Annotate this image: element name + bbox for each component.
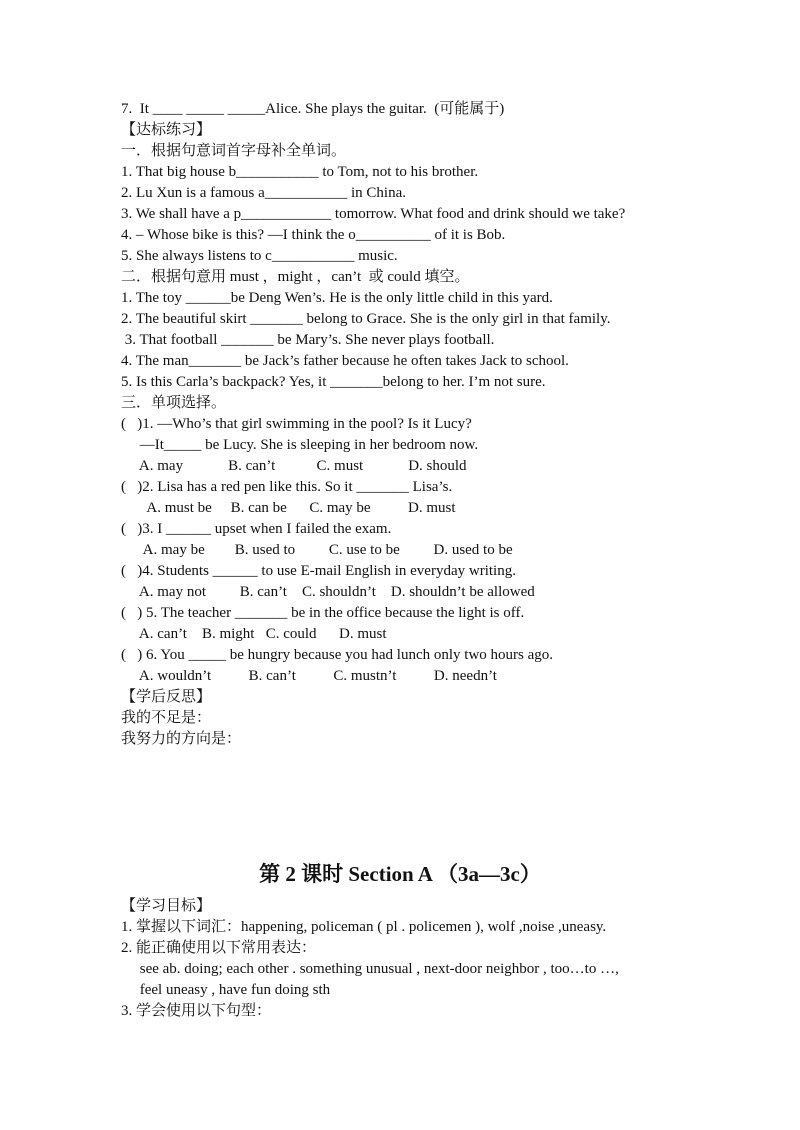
section-heading: 【达标练习】 <box>121 122 212 138</box>
text-line: feel uneasy , have fun doing sth <box>121 982 331 998</box>
section-heading: 二．根据句意用 must ，might ，can’t 或 could 填空。 <box>121 269 470 285</box>
question-line: 1. The toy ______be Deng Wen’s. He is the only little child in this yard. <box>121 290 553 306</box>
options-line: A. wouldn’t B. can’t C. mustn’t D. needn’t <box>121 668 497 684</box>
text-line: 1. 掌握以下词汇：happening, policeman ( pl . policemen ), wolf ,noise ,uneasy. <box>121 919 607 935</box>
section-heading: 一．根据句意词首字母补全单词。 <box>121 143 347 159</box>
options-line: A. may B. can’t C. must D. should <box>121 458 467 474</box>
question-line: 2. The beautiful skirt _______ belong to Grace. She is the only girl in that family. <box>121 311 611 327</box>
question-line: ( ) 5. The teacher _______ be in the office because the light is off. <box>121 605 525 621</box>
question-line: 2. Lu Xun is a famous a___________ in China. <box>121 185 406 201</box>
page-title: 第 2 课时 Section A （3a—3c） <box>259 862 541 886</box>
question-line: —It_____ be Lucy. She is sleeping in her bedroom now. <box>121 437 479 453</box>
question-line: 1. That big house b___________ to Tom, not to his brother. <box>121 164 479 180</box>
section-heading: 【学习目标】 <box>121 898 212 914</box>
options-line: A. may not B. can’t C. shouldn’t D. shouldn’t be allowed <box>121 584 535 600</box>
question-line: 3. We shall have a p____________ tomorrow. What food and drink should we take? <box>121 206 626 222</box>
question-line: 5. She always listens to c___________ music. <box>121 248 398 264</box>
options-line: A. can’t B. might C. could D. must <box>121 626 387 642</box>
question-line: 5. Is this Carla’s backpack? Yes, it _______belong to her. I’m not sure. <box>121 374 546 390</box>
question-line: ( )3. I ______ upset when I failed the exam. <box>121 521 392 537</box>
question-line: 4. The man_______ be Jack’s father because he often takes Jack to school. <box>121 353 569 369</box>
options-line: A. must be B. can be C. may be D. must <box>121 500 456 516</box>
text-line: 2. 能正确使用以下常用表达： <box>121 940 317 956</box>
text-line: 我努力的方向是： <box>121 731 242 747</box>
section-heading: 【学后反思】 <box>121 689 212 705</box>
question-line: 4. – Whose bike is this? —I think the o__________ of it is Bob. <box>121 227 506 243</box>
question-line: ( )1. —Who’s that girl swimming in the pool? Is it Lucy? <box>121 416 472 432</box>
question-line: ( )2. Lisa has a red pen like this. So it _______ Lisa’s. <box>121 479 453 495</box>
options-line: A. may be B. used to C. use to be D. used to be <box>121 542 513 558</box>
question-line: ( ) 6. You _____ be hungry because you had lunch only two hours ago. <box>121 647 554 663</box>
text-line: 7. It ____ _____ _____Alice. She plays the guitar. (可能属于) <box>121 101 505 117</box>
text-line: see ab. doing; each other . something unusual , next-door neighbor , too…to …, <box>121 961 619 977</box>
text-line: 3. 学会使用以下句型： <box>121 1003 272 1019</box>
question-line: ( )4. Students ______ to use E-mail English in everyday writing. <box>121 563 516 579</box>
question-line: 3. That football _______ be Mary’s. She never plays football. <box>121 332 495 348</box>
section-heading: 三．单项选择。 <box>121 395 227 411</box>
text-line: 我的不足是： <box>121 710 212 726</box>
